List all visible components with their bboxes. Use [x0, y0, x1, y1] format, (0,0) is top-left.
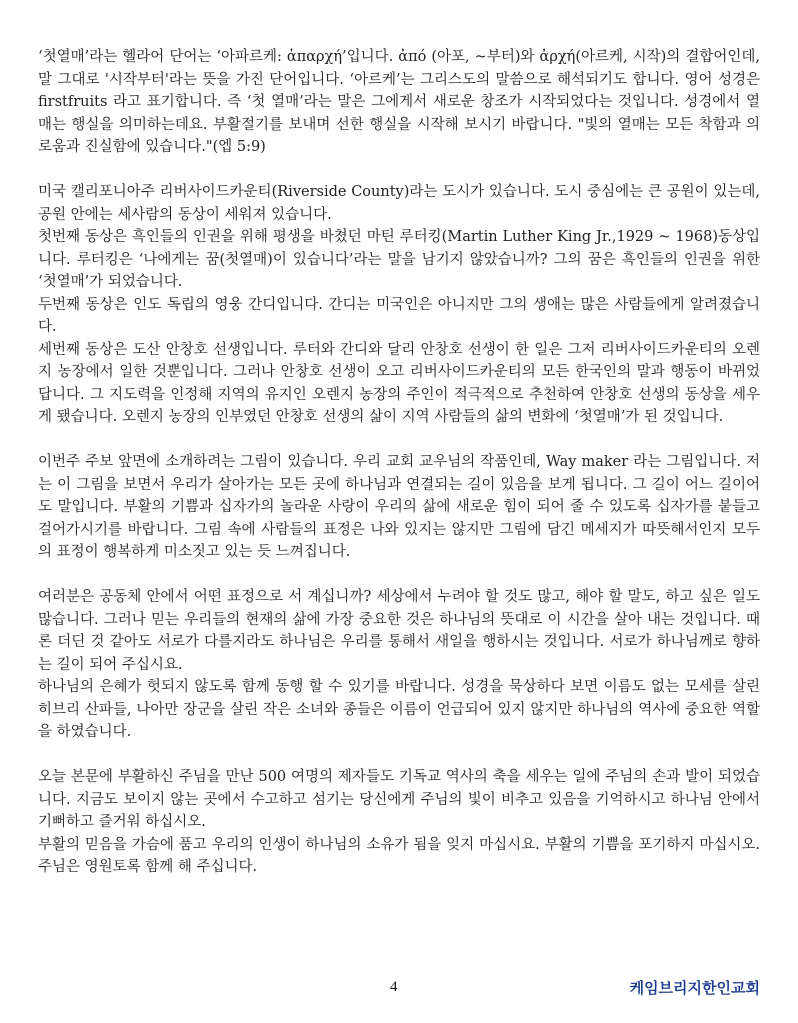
resurrection-disciples: 오늘 본문에 부활하신 주님을 만난 500 여명의 제자들도 기독교 역사의 축을 세우는 일에 주님의 손과 발이 되었습니다. 지금도 보이지 않는 곳에서 수고하고 섬기는 당신에게 주님의 빛이 비추고 있음을 기억하시고 하나님 안에서 기뻐하고 즐거워 하십시오. — [38, 769, 760, 830]
paragraph-firstfruits-meaning: ‘첫열매’라는 헬라어 단어는 ‘아파르케: ἀπαρχή’입니다. ἀπό (아포, ~부터)와 ἀρχή(아르케, 시작)의 결합어인데, 말 그대로 '시작부터'라는 뜻을 가진 단어입니다. ‘아르케’는 그리스도의 말씀으로 해석되기도 합니다. 영어 성경은 firstfruits 라고 표기합니다. 즉 ‘첫 열매’라는 말은 그에게서 새로운 창조가 시작되었다는 것입니다. 성경에서 열매는 행실을 의미하는데요. 부활절기를 보내며 선한 행실을 시작해 보시기 바랍니다. "빛의 열매는 모든 착함과 의로움과 진실함에 있습니다."(엡 5:9) — [38, 49, 760, 155]
community-expression: 여러분은 공동체 안에서 어떤 표정으로 서 계십니까? 세상에서 누려야 할 것도 많고, 해야 할 말도, 하고 싶은 일도 많습니다. 그러나 믿는 우리들의 현재의 삶에 가장 중요한 것은 하나님의 뜻대로 이 시간을 살아 내는 것입니다. 때론 더딘 것 같아도 서로가 다를지라도 하나님은 우리를 통해서 새일을 행하시는 것입니다. 서로가 하나님께로 향하는 길이 되어 주십시요. — [38, 589, 760, 673]
resurrection-faith: 부활의 믿음을 가슴에 품고 우리의 인생이 하나님의 소유가 됨을 잊지 마십시요. 부활의 기쁨을 포기하지 마십시오. 주님은 영원토록 함께 해 주십니다. — [38, 836, 760, 875]
statue-second-gandhi: 두번째 동상은 인도 독립의 영웅 간디입니다. 간디는 미국인은 아니지만 그의 생애는 많은 사람들에게 알려졌습니다. — [38, 296, 760, 335]
paragraph-three-statues — [38, 181, 760, 429]
paragraph-resurrection — [38, 766, 760, 879]
paragraph-community — [38, 586, 760, 744]
community-grace: 하나님의 은혜가 헛되지 않도록 함께 동행 할 수 있기를 바랍니다. 성경을 묵상하다 보면 이름도 없는 모세를 살린 히브리 산파들, 나아만 장군을 살린 작은 소녀와 종들은 이름이 언급되어 있지 않지만 하나님의 역사에 중요한 역할을 하였습니다. — [38, 679, 760, 740]
paragraph-way-maker: 이번주 주보 앞면에 소개하려는 그림이 있습니다. 우리 교회 교우님의 작품인데, Way maker 라는 그림입니다. 저는 이 그림을 보면서 우리가 살아가는 모든 곳에 하나님과 연결되는 길이 있음을 보게 됩니다. 그 길이 어느 길이어도 말입니다. 부활의 기쁨과 십자가의 놀라운 사랑이 우리의 삶에 새로운 힘이 되어 줄 수 있도록 십자가를 붙들고 걸어가시기를 바랍니다. 그림 속에 사람들의 표정은 나와 있지는 않지만 그림에 담긴 메세지가 따뜻해서인지 모두의 표정이 행복하게 미소짓고 있는 듯 느껴집니다. — [38, 454, 760, 560]
church-name: 케임브리지한인교회 — [629, 979, 760, 997]
statue-first-mlk: 첫번째 동상은 흑인들의 인권을 위해 평생을 바쳤던 마틴 루터킹(Martin Luther King Jr.,1929 ~ 1968)동상입니다. 루터킹은 ‘나에게는 꿈(첫열매)이 있습니다’라는 말을 남기지 않았습니까? 그의 꿈은 흑인들의 인권을 위한 ‘첫열매’가 되었습니다. — [38, 229, 760, 290]
document-body — [38, 46, 760, 901]
page-number: 4 — [390, 979, 398, 995]
statue-third-ahn-changho: 세번째 동상은 도산 안창호 선생입니다. 루터와 간디와 달리 안창호 선생이 한 일은 그저 리버사이드카운티의 오렌지 농장에서 일한 것뿐입니다. 그러나 안창호 선생이 오고 리버사이드카운티의 모든 한국인의 말과 행동이 바뀌었답니다. 그 지도력을 인정해 지역의 유지인 오렌지 농장의 주인이 적극적으로 추천하여 안창호 선생의 동상을 세우게 됐습니다. 오렌지 농장의 인부였던 안창호 선생의 삶이 지역 사람들의 삶의 변화에 ‘첫열매’가 된 것입니다. — [38, 341, 760, 425]
statues-intro: 미국 캘리포니아주 리버사이드카운티(Riverside County)라는 도시가 있습니다. 도시 중심에는 큰 공원이 있는데, 공원 안에는 세사람의 동상이 세워져 있습니다. — [38, 184, 760, 223]
